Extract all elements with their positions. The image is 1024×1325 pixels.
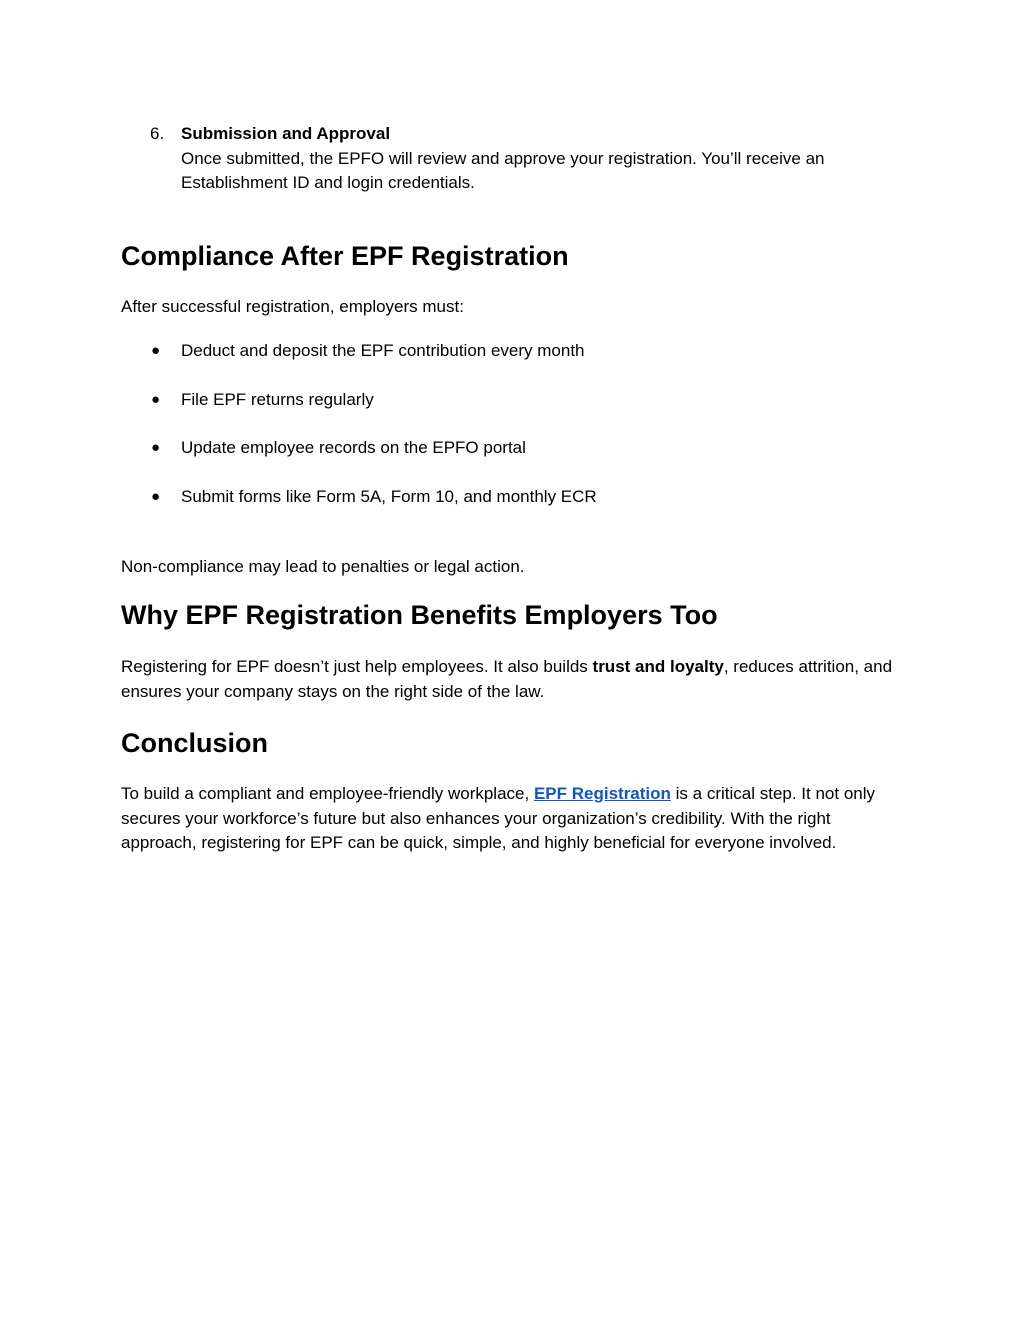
list-item bbox=[0, 388, 1024, 437]
conclusion-paragraph bbox=[121, 782, 906, 856]
benefits-text-before: Registering for EPF doesn’t just help employees. It also builds bbox=[121, 657, 593, 676]
bullet-icon: ● bbox=[151, 390, 161, 408]
benefits-paragraph bbox=[121, 655, 906, 704]
step-body bbox=[181, 122, 901, 196]
list-item-text: File EPF returns regularly bbox=[181, 389, 374, 409]
compliance-intro: After successful registration, employers must: bbox=[121, 297, 464, 316]
benefits-bold-text: trust and loyalty bbox=[592, 657, 724, 676]
step-title: Submission and Approval bbox=[181, 124, 391, 143]
conclusion-text-before: To build a compliant and employee-friendly workplace, bbox=[121, 784, 534, 803]
list-item bbox=[0, 436, 1024, 485]
list-item bbox=[0, 485, 1024, 534]
list-item-text: Deduct and deposit the EPF contribution every month bbox=[181, 341, 585, 360]
compliance-note: Non-compliance may lead to penalties or legal action. bbox=[121, 557, 525, 576]
bullet-icon: ● bbox=[151, 488, 161, 506]
benefits-heading: Why EPF Registration Benefits Employers Too bbox=[121, 600, 718, 630]
conclusion-text-after: is a critical step. It not only secures your workforce’s future but also enhances your organization’s credibility. With the right approach, registering for EPF can be quick, simple, and highly beneficial for everyone involved. bbox=[121, 784, 876, 852]
bullet-icon: ● bbox=[151, 342, 161, 359]
step-text: Once submitted, the EPFO will review and approve your registration. You’ll receive an Establishment ID and login credentials. bbox=[181, 148, 825, 192]
compliance-heading: Compliance After EPF Registration bbox=[121, 241, 569, 271]
list-item-text: Submit forms like Form 5A, Form 10, and monthly ECR bbox=[181, 487, 597, 507]
step-number: 6. bbox=[150, 124, 165, 143]
compliance-list bbox=[0, 339, 1024, 534]
conclusion-heading: Conclusion bbox=[121, 728, 268, 758]
list-item-text: Update employee records on the EPFO portal bbox=[181, 438, 526, 458]
epf-registration-link[interactable]: EPF Registration bbox=[533, 784, 671, 803]
benefits-text-after: , reduces attrition, and ensures your company stays on the right side of the law. bbox=[121, 657, 893, 701]
list-item bbox=[0, 339, 1024, 388]
bullet-icon: ● bbox=[151, 439, 161, 457]
